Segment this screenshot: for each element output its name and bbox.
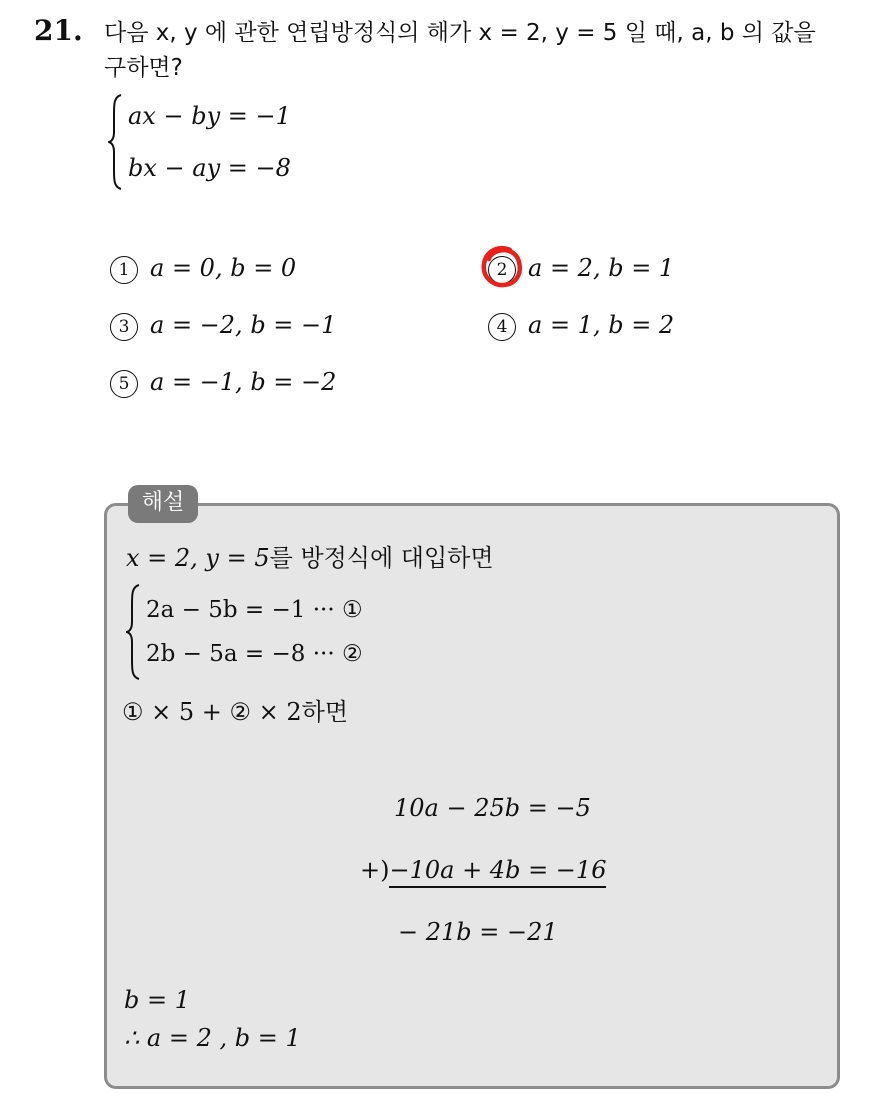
calc-line-3: − 21b = −21 (398, 918, 558, 946)
solution-result-b: b = 1 (124, 986, 190, 1014)
calc-line-1: 10a − 25b = −5 (394, 794, 591, 822)
left-brace-icon (108, 94, 122, 190)
choice-number: 4 (488, 313, 516, 341)
solution-equation-1: 2a − 5b = −1 ··· ① (146, 597, 363, 623)
choice-text: a = 2, b = 1 (528, 254, 675, 282)
question-text-line1: 다음 x, y 에 관한 연립방정식의 해가 x = 2, y = 5 일 때, a, b 의 값을 (104, 20, 816, 46)
choice-number: 1 (110, 256, 138, 284)
choice-3[interactable] (110, 311, 336, 341)
solution-equation-2: 2b − 5a = −8 ··· ② (146, 641, 363, 667)
solution-label: 해설 (128, 485, 198, 523)
answer-mark-circle-icon (480, 244, 524, 290)
choice-number: 2 (488, 256, 516, 284)
choice-text: a = 0, b = 0 (150, 254, 297, 282)
solution-step-line (122, 692, 348, 727)
question-number: 21. (34, 14, 83, 47)
question-text (104, 16, 874, 86)
solution-equation-system (126, 584, 363, 680)
choice-1[interactable] (110, 254, 296, 284)
choice-5[interactable] (110, 368, 336, 398)
choice-number: 5 (110, 370, 138, 398)
question-equation-2: bx − ay = −8 (128, 154, 291, 182)
question-equation-system (108, 94, 291, 190)
calc-line-2-prefix: +) (360, 856, 390, 884)
solution-step-math: ① × 5 + ② × 2 (122, 698, 302, 726)
question-equation-1: ax − by = −1 (128, 102, 291, 130)
left-brace-icon (126, 584, 140, 680)
solution-conclusion: ∴ a = 2 , b = 1 (124, 1024, 301, 1052)
solution-intro-math: x = 2, y = 5 (126, 544, 270, 572)
solution-step-text: 하면 (301, 698, 349, 726)
solution-intro-line (126, 538, 494, 573)
choice-text: a = −1, b = −2 (150, 368, 337, 396)
choice-text: a = −2, b = −1 (150, 311, 337, 339)
choice-number: 3 (110, 313, 138, 341)
solution-intro-text: 를 방정식에 대입하면 (269, 544, 494, 572)
calc-line-2 (360, 856, 606, 884)
choice-text: a = 1, b = 2 (528, 311, 675, 339)
choice-4[interactable] (488, 311, 674, 341)
question-text-line2: 구하면? (104, 55, 183, 81)
calc-line-2-expr: −10a + 4b = −16 (389, 856, 606, 888)
